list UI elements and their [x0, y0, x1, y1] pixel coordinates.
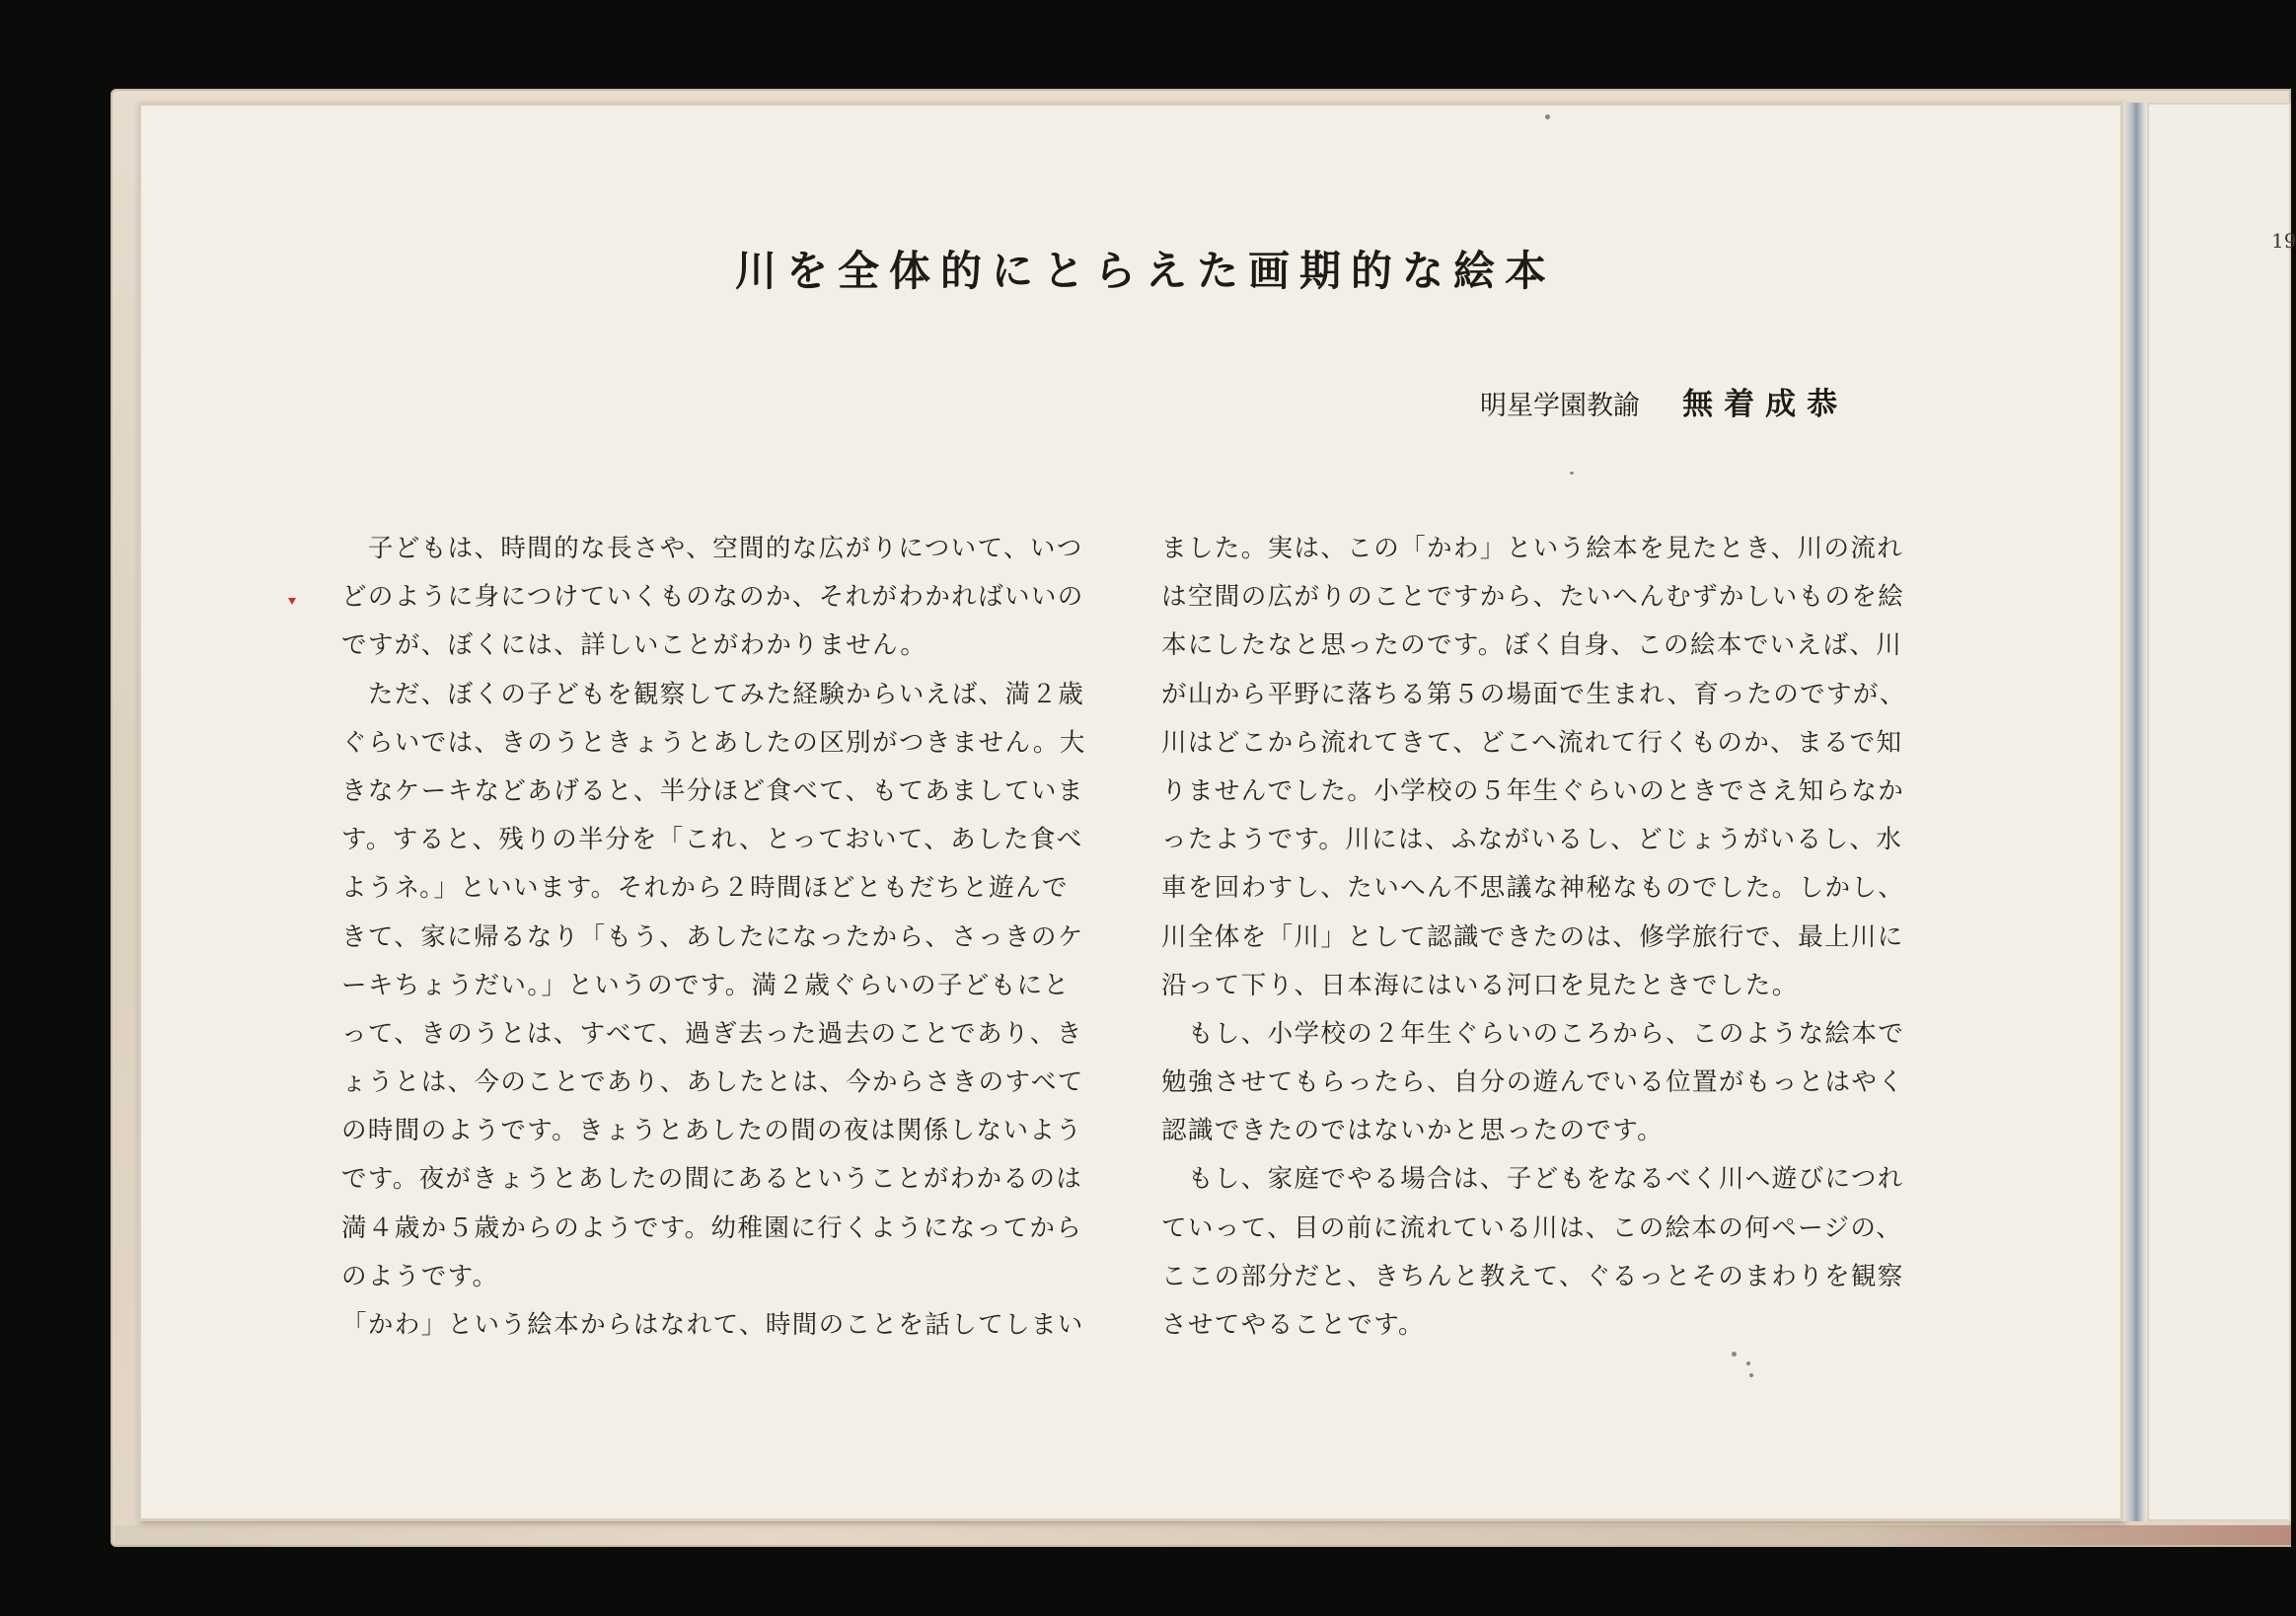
red-margin-mark [288, 598, 296, 605]
paper-speck [1545, 114, 1550, 119]
text-line: 本にしたなと思ったのです。ぼく自身、この絵本でいえば、川 [1161, 630, 1903, 661]
cover-edge [114, 1525, 2291, 1545]
paper-speck [1570, 472, 1574, 475]
text-line: ようネ。」といいます。それから２時間ほどともだちと遊んで [341, 873, 1069, 904]
text-line: ったようです。川には、ふながいるし、どじょうがいるし、水 [1161, 825, 1903, 855]
text-line: って、きのうとは、すべて、過ぎ去った過去のことであり、き [341, 1018, 1083, 1049]
text-line: の時間のようです。きょうとあしたの間の夜は関係しないよう [341, 1116, 1083, 1146]
text-line: す。すると、残りの半分を「これ、とっておいて、あした食べ [341, 825, 1083, 855]
text-line: のようです。 [341, 1261, 499, 1291]
author-name: 無着成恭 [1682, 387, 1849, 422]
text-line: させてやることです。 [1161, 1310, 1425, 1340]
right-page [2147, 103, 2291, 1521]
paper-speck [1749, 1373, 1753, 1377]
text-line: 川はどこから流れてきて、どこへ流れて行くものか、まるで知 [1161, 727, 1903, 758]
text-line: は空間の広がりのことですから、たいへんむずかしいものを絵 [1161, 582, 1905, 613]
text-line: ぐらいでは、きのうときょうとあしたの区別がつきません。大 [341, 727, 1086, 758]
page-title: 川を全体的にとらえた画期的な絵本 [734, 247, 1556, 295]
text-line: きなケーキなどあげると、半分ほど食べて、もてあましていま [341, 775, 1084, 806]
text-line: 認識できたのではないかと思ったのです。 [1161, 1116, 1665, 1146]
author-affiliation: 明星学園教諭 [1480, 391, 1640, 421]
text-line: 子どもは、時間的な長さや、空間的な広がりについて、いつ [341, 534, 1083, 563]
text-line: です。夜がきょうとあしたの間にあるということがわかるのは [341, 1164, 1083, 1195]
text-column-right [1161, 525, 1917, 1350]
text-line: 「かわ」という絵本からはなれて、時間のことを話してしまい [341, 1310, 1084, 1340]
text-line: 満４歳か５歳からのようです。幼稚園に行くようになってから [341, 1212, 1083, 1243]
text-line: が山から平野に落ちる第５の場面で生まれ、育ったのですが、 [1161, 679, 1906, 709]
text-line: 勉強させてもらったら、自分の遊んでいる位置がもっとはやく [1161, 1067, 1905, 1098]
text-line: きて、家に帰るなり「もう、あしたになったから、さっきのケ [341, 921, 1084, 952]
text-line: 沿って下り、日本海にはいる河口を見たときでした。 [1161, 970, 1799, 1000]
text-line: ょうとは、今のことであり、あしたとは、今からさきのすべて [341, 1067, 1084, 1098]
text-line: りませんでした。小学校の５年生ぐらいのときでさえ知らなか [1161, 775, 1905, 806]
byline [1480, 379, 1848, 423]
text-line: ーキちょうだい。」というのです。満２歳ぐらいの子どもにと [341, 970, 1071, 1000]
paper-speck [1732, 1352, 1737, 1357]
text-line: ました。実は、この「かわ」という絵本を見たとき、川の流れ [1161, 534, 1904, 563]
book-gutter [2123, 103, 2147, 1521]
text-line: ただ、ぼくの子どもを観察してみた経験からいえば、満２歳 [341, 679, 1085, 709]
text-line: ここの部分だと、きちんと教えて、ぐるっとそのまわりを観察 [1161, 1261, 1904, 1291]
text-line: ですが、ぼくには、詳しいことがわかりません。 [341, 630, 927, 661]
text-line: ていって、目の前に流れている川は、この絵本の何ページの、 [1161, 1212, 1903, 1243]
text-line: もし、小学校の２年生ぐらいのころから、このような絵本で [1161, 1018, 1905, 1049]
paper-speck [1746, 1361, 1750, 1365]
page-number: 19 [2271, 229, 2296, 253]
text-line: もし、家庭でやる場合は、子どもをなるべく川へ遊びにつれ [1161, 1164, 1904, 1195]
text-line: どのように身につけていくものなのか、それがわかればいいの [341, 582, 1084, 613]
text-line: 車を回わすし、たいへん不思議な神秘なものでした。しかし、 [1161, 873, 1905, 904]
text-line: 川全体を「川」として認識できたのは、修学旅行で、最上川に [1161, 921, 1904, 952]
text-column-left [341, 525, 1097, 1350]
